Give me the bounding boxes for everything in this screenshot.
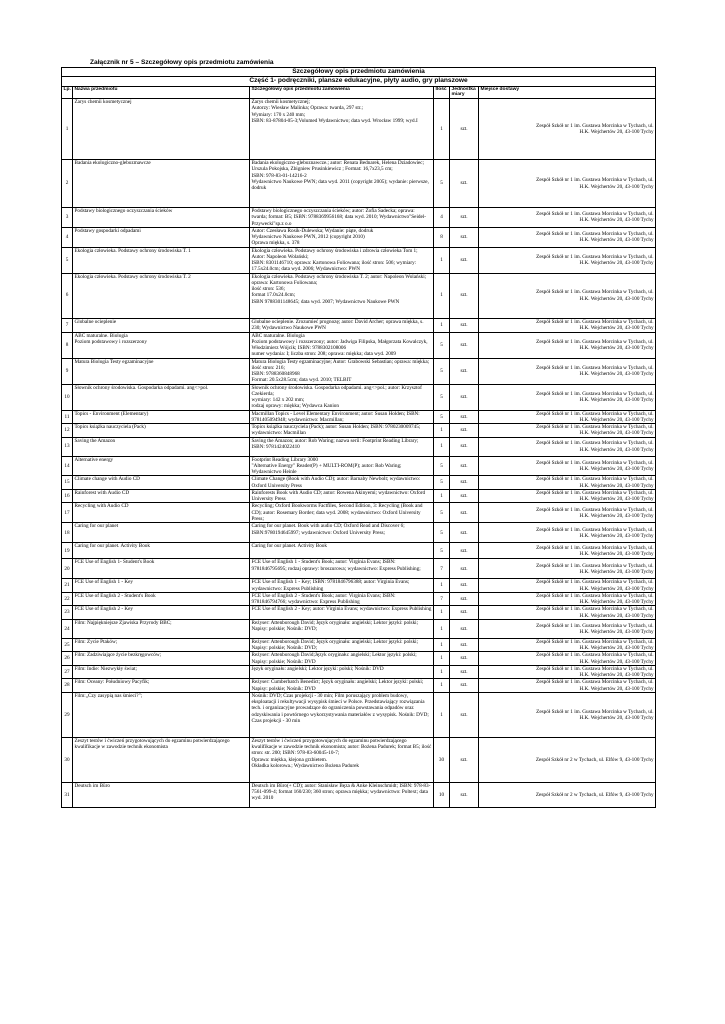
row-description: Ekologia człowieka. Podstawy ochrony środowiska i zdrowia człowieka Tom 1; Autor: Napoleon Wolański; ISBN: 8301146710; oprawa: Kartonowa Foliowana; ilość stron: 506; wymiary: 17.5x24.0cm; data wyd. 2006; Wydawnictwo: PWN: [250, 247, 434, 273]
row-item-name: Film: Oceany: Południowy Pacyfik;: [73, 679, 250, 693]
row-description: Macmillan Topics - Level Elementary Environment; autor: Susan Holden; ISBN: 9781405094948; wydawnictwo: Macmillan;: [250, 410, 434, 424]
attachment-caption: Załącznik nr 5 – Szczegółowy opis przedmiotu zamówienia: [90, 59, 274, 66]
row-delivery-place: Zespół Szkół nr 1 im. Gustawa Morcinka w Tychach, ul. H.K. Wejchertów 20, 43-100 Tychy: [479, 384, 656, 410]
row-quantity: 1: [434, 606, 450, 620]
table-row: [62, 227, 656, 247]
row-lp: 10: [62, 384, 73, 410]
row-delivery-place: Zespół Szkół nr 2 w Tychach, ul. Elfów 9, 43-100 Tychy: [479, 737, 656, 782]
row-item-name: Deutsch im Büro: [73, 782, 250, 807]
row-description: Footprint Reading Library 3000 "Alternative Energy" Reader(P) + MULTI-ROM(P); autor: Rob Waring; Wydawnictwo Heinle: [250, 456, 434, 476]
header-quantity: Ilość: [434, 86, 450, 98]
row-item-name: ABC maturalne. Biologia Poziom podstawowy i rozszerzony: [73, 332, 250, 358]
row-lp: 20: [62, 559, 73, 579]
row-unit: szt.: [450, 476, 479, 490]
row-lp: 30: [62, 737, 73, 782]
row-lp: 27: [62, 665, 73, 679]
row-unit: szt.: [450, 579, 479, 593]
row-description: Recycling; Oxford Bookworms Factfiles, Second Edition, 3: Recycling (Book and CD); autor: Rosemary Border; data wyd. 2008; wydawnictwo: Oxford University Press;: [250, 503, 434, 523]
row-item-name: Rainforest with Audio CD: [73, 489, 250, 503]
row-description: Reżyser: Attenborough David; Język oryginału: angielski; Lektor języki: polski; Napisy: polskie; Nośnik: DVD;: [250, 619, 434, 638]
row-unit: szt.: [450, 737, 479, 782]
row-item-name: Film: Zadziwiające życie bezkręgowców;: [73, 652, 250, 666]
row-quantity: 5: [434, 523, 450, 543]
row-unit: szt.: [450, 227, 479, 247]
table-row: [62, 424, 656, 438]
row-delivery-place: Zespół Szkół nr 1 im. Gustawa Morcinka w Tychach, ul. H.K. Wejchertów 20, 43-100 Tychy: [479, 489, 656, 503]
row-delivery-place: Zespół Szkół nr 1 im. Gustawa Morcinka w Tychach, ul. H.K. Wejchertów 20, 43-100 Tychy: [479, 652, 656, 666]
row-description: Reżyser: Cumberbatch Benedict; Język oryginału: angielski; Lektor języki: polski; Napisy: polskie; Nośnik: DVD: [250, 679, 434, 693]
row-item-name: Caring for our planet: [73, 523, 250, 543]
row-description: Zarys chemii kosmetycznej; Autorzy: Wiesław Malinka; Oprawa: twarda, 297 str.; Wymiary: 170 x 240 mm; ISBN: 83-87804-05-3;Volumed Wydawnictwo; data wyd. Wrocław 1999; wyd.I: [250, 99, 434, 160]
row-quantity: 5: [434, 410, 450, 424]
row-quantity: 1: [434, 679, 450, 693]
row-delivery-place: Zespół Szkół nr 1 im. Gustawa Morcinka w Tychach, ul. H.K. Wejchertów 20, 43-100 Tychy: [479, 619, 656, 638]
row-unit: szt.: [450, 638, 479, 652]
table-row: [62, 437, 656, 456]
row-unit: szt.: [450, 437, 479, 456]
table-row: [62, 476, 656, 490]
row-unit: szt.: [450, 559, 479, 579]
table-row: [62, 638, 656, 652]
row-unit: szt.: [450, 99, 479, 160]
row-delivery-place: Zespół Szkół nr 1 im. Gustawa Morcinka w Tychach, ul. H.K. Wejchertów 20, 43-100 Tychy: [479, 606, 656, 620]
row-lp: 23: [62, 606, 73, 620]
row-description: Topics książka nauczyciela (Pack); autor: Susan Holden; ISBN: 9780230009745; wydawnictwo: Macmillan: [250, 424, 434, 438]
row-unit: szt.: [450, 358, 479, 384]
row-lp: 17: [62, 503, 73, 523]
table-row: [62, 523, 656, 543]
row-item-name: Ekologia człowieka. Podstawy ochrony środowiska T. 2: [73, 273, 250, 318]
row-unit: szt.: [450, 619, 479, 638]
row-delivery-place: Zespół Szkół nr 1 im. Gustawa Morcinka w Tychach, ul. H.K. Wejchertów 20, 43-100 Tychy: [479, 665, 656, 679]
row-lp: 12: [62, 424, 73, 438]
row-item-name: Film: Życie Ptaków;: [73, 638, 250, 652]
row-lp: 21: [62, 579, 73, 593]
row-item-name: FCE Use of English 2 - Student's Book: [73, 592, 250, 606]
row-lp: 14: [62, 456, 73, 476]
row-description: Badania ekologiczno-gleboznawcze.; autor: Renata Bednarek, Helena Dziadowiec; Urszula Pokojska, Zbigniew Prusinkiewicz ; Format: 16,7x23,5 cm; ISBN: 978-83-01-14216-2 Wydawnictwo Naukowe PWN; data wyd. 2011 (copyright 2005); wydanie: pierwsze, dodruk: [250, 160, 434, 208]
row-item-name: Zeszyt testów i ćwiczeń przygotowujących do egzaminu potwierdzającego kwalifikacje w zawodzie technik ekonomista: [73, 737, 250, 782]
row-delivery-place: Zespół Szkół nr 1 im. Gustawa Morcinka w Tychach, ul. H.K. Wejchertów 20, 43-100 Tychy: [479, 543, 656, 559]
row-lp: 16: [62, 489, 73, 503]
row-quantity: 7: [434, 559, 450, 579]
row-item-name: Caring for our planet. Activity Book: [73, 543, 250, 559]
row-quantity: 5: [434, 160, 450, 208]
row-lp: 29: [62, 692, 73, 737]
table-row: [62, 679, 656, 693]
table-row: [62, 489, 656, 503]
row-lp: 6: [62, 273, 73, 318]
table-row: [62, 503, 656, 523]
row-delivery-place: Zespół Szkół nr 1 im. Gustawa Morcinka w Tychach, ul. H.K. Wejchertów 20, 43-100 Tychy: [479, 523, 656, 543]
row-quantity: 1: [434, 665, 450, 679]
row-quantity: 5: [434, 384, 450, 410]
row-description: Caring for our planet. Book with audio CD; Oxford Read and Discover 6; ISBN:9780194645997; wydawnictwo: Oxford University Press;: [250, 523, 434, 543]
row-lp: 31: [62, 782, 73, 807]
row-quantity: 1: [434, 652, 450, 666]
row-lp: 26: [62, 652, 73, 666]
row-item-name: Alternative energy: [73, 456, 250, 476]
row-unit: szt.: [450, 410, 479, 424]
row-lp: 28: [62, 679, 73, 693]
row-delivery-place: Zespół Szkół nr 1 im. Gustawa Morcinka w Tychach, ul. H.K. Wejchertów 20, 43-100 Tychy: [479, 410, 656, 424]
row-description: Reżyser: Attenborough David; Język oryginału: angielski; Lektor języki: polski; Napisy: polskie; Nośnik: DVD;: [250, 638, 434, 652]
row-quantity: 1: [434, 692, 450, 737]
row-description: Słownik ochrony środowiska. Gospodarka odpadami. ang<>pol.; autor: Krzysztof Czekierda; wymiary: 142 x 202 mm; rodzaj oprawy: miękka; Wydawca Kanion: [250, 384, 434, 410]
row-unit: szt.: [450, 424, 479, 438]
row-lp: 22: [62, 592, 73, 606]
row-unit: szt.: [450, 543, 479, 559]
row-unit: szt.: [450, 208, 479, 228]
table-row: [62, 318, 656, 332]
table-row: [62, 384, 656, 410]
row-item-name: Film: Najpiękniejsze Zjawiska Przyrody BBC;: [73, 619, 250, 638]
row-unit: szt.: [450, 456, 479, 476]
table-row: [62, 652, 656, 666]
row-lp: 11: [62, 410, 73, 424]
row-item-name: Saving the Amazon: [73, 437, 250, 456]
row-delivery-place: Zespół Szkół nr 1 im. Gustawa Morcinka w Tychach, ul. H.K. Wejchertów 20, 43-100 Tychy: [479, 358, 656, 384]
row-item-name: Topics - Environment (Elementary): [73, 410, 250, 424]
row-quantity: 10: [434, 782, 450, 807]
table-row: [62, 692, 656, 737]
row-lp: 25: [62, 638, 73, 652]
header-name: Nazwa przedmiotu: [73, 86, 250, 98]
row-description: Climate Change (Book with Audio CD); autor: Barnaby Newbolt; wydawnictwo: Oxford University Press: [250, 476, 434, 490]
row-quantity: 1: [434, 424, 450, 438]
row-item-name: Podstawy gospodarki odpadami: [73, 227, 250, 247]
row-quantity: 1: [434, 247, 450, 273]
row-quantity: 30: [434, 737, 450, 782]
row-description: Rainforests Book with Audio CD; autor: Rowena Akinyemi; wydawnictwo: Oxford University Press: [250, 489, 434, 503]
table-row: [62, 737, 656, 782]
row-unit: szt.: [450, 273, 479, 318]
row-unit: szt.: [450, 692, 479, 737]
row-description: Matura Biologia Testy egzaminacyjne; Autor: Grabowski Sebastian; oprawa: miękka; ilość stron: 216; ISBN: 9788360848968 Format: 20.5x28.5cm; data wyd. 2010; TELBIT: [250, 358, 434, 384]
row-description: Zeszyt testów i ćwiczeń przygotowujących do egzaminu potwierdzającego kwalifikacje w zawodzie technik ekonomista; autor: Bożena Padurek; format B5; ilość stron: str. 200; ISBN: 978-83-60045-10-7; Oprawa: miękka, klejona grzbietem. Okładka kolorowa.; Wydawnictwo Bożena Padurek: [250, 737, 434, 782]
table-row: [62, 247, 656, 273]
row-unit: szt.: [450, 318, 479, 332]
row-quantity: 1: [434, 638, 450, 652]
row-item-name: Globalne ocieplenie: [73, 318, 250, 332]
row-item-name: Badania ekologiczno-glebozmawcze: [73, 160, 250, 208]
row-description: FCE Use of English 1 - Key; ISBN: 9781846796388; autor: Virginia Evans; wydawnictwo: Express Publishing: [250, 579, 434, 593]
row-delivery-place: Zespół Szkół nr 1 im. Gustawa Morcinka w Tychach, ul. H.K. Wejchertów 20, 43-100 Tychy: [479, 318, 656, 332]
row-quantity: 1: [434, 437, 450, 456]
row-quantity: 7: [434, 592, 450, 606]
row-quantity: 5: [434, 332, 450, 358]
row-item-name: Topics książka nauczyciela (Pack): [73, 424, 250, 438]
header-description: Szczegółowy opis przedmiotu zamówienia: [250, 86, 434, 98]
row-lp: 15: [62, 476, 73, 490]
row-quantity: 5: [434, 503, 450, 523]
row-quantity: 5: [434, 476, 450, 490]
row-item-name: Podstawy biologicznego oczyszczania ścieków: [73, 208, 250, 228]
row-unit: szt.: [450, 489, 479, 503]
row-item-name: Matura Biologia Testy egzaminacyjne: [73, 358, 250, 384]
row-delivery-place: Zespół Szkół nr 1 im. Gustawa Morcinka w Tychach, ul. H.K. Wejchertów 20, 43-100 Tychy: [479, 160, 656, 208]
row-delivery-place: Zespół Szkół nr 1 im. Gustawa Morcinka w Tychach, ul. H.K. Wejchertów 20, 43-100 Tychy: [479, 559, 656, 579]
table-row: [62, 208, 656, 228]
row-unit: szt.: [450, 332, 479, 358]
row-delivery-place: Zespół Szkół nr 1 im. Gustawa Morcinka w Tychach, ul. H.K. Wejchertów 20, 43-100 Tychy: [479, 692, 656, 737]
row-lp: 3: [62, 208, 73, 228]
row-lp: 7: [62, 318, 73, 332]
row-delivery-place: Zespół Szkół nr 1 im. Gustawa Morcinka w Tychach, ul. H.K. Wejchertów 20, 43-100 Tychy: [479, 424, 656, 438]
row-delivery-place: Zespół Szkół nr 1 im. Gustawa Morcinka w Tychach, ul. H.K. Wejchertów 20, 43-100 Tychy: [479, 437, 656, 456]
row-lp: 1: [62, 99, 73, 160]
row-quantity: 1: [434, 273, 450, 318]
row-item-name: FCE Use of English 1- Student's Book: [73, 559, 250, 579]
row-lp: 4: [62, 227, 73, 247]
row-unit: szt.: [450, 503, 479, 523]
row-lp: 9: [62, 358, 73, 384]
specification-table: [61, 67, 656, 808]
row-delivery-place: Zespół Szkół nr 1 im. Gustawa Morcinka w Tychach, ul. H.K. Wejchertów 20, 43-100 Tychy: [479, 638, 656, 652]
row-quantity: 5: [434, 456, 450, 476]
row-quantity: 4: [434, 208, 450, 228]
row-unit: szt.: [450, 665, 479, 679]
row-lp: 5: [62, 247, 73, 273]
row-item-name: FCE Use of English 2 - Key: [73, 606, 250, 620]
table-row: [62, 606, 656, 620]
row-unit: szt.: [450, 782, 479, 807]
row-description: FCE Use of English 2 - Student's Book; autor: Virginia Evans; ISBN: 9781846794766; wydawnictwo: Express Publishing: [250, 592, 434, 606]
row-delivery-place: Zespół Szkół nr 1 im. Gustawa Morcinka w Tychach, ul. H.K. Wejchertów 20, 43-100 Tychy: [479, 679, 656, 693]
row-description: Saving the Amazon; autor: Rob Waring; nazwa serii: Footprint Reading Library; ISBN: 9781424022410: [250, 437, 434, 456]
row-description: Autor: Czesława Rosik-Dulewska; Wydanie: piąte, dodruk Wydawnictwo Naukowe PWN, 2012 (copyright 2010) Oprawa miękka, s. 378: [250, 227, 434, 247]
table-row: [62, 358, 656, 384]
row-quantity: 5: [434, 543, 450, 559]
row-lp: 19: [62, 543, 73, 559]
row-description: Reżyser: Attenborough David;Język oryginału: angielski; Lektor języki: polski; Napisy: polskie; Nośnik: DVD: [250, 652, 434, 666]
row-delivery-place: Zespół Szkół nr 1 im. Gustawa Morcinka w Tychach, ul. H.K. Wejchertów 20, 43-100 Tychy: [479, 227, 656, 247]
table-row: [62, 410, 656, 424]
table-row: [62, 456, 656, 476]
row-unit: szt.: [450, 160, 479, 208]
row-lp: 2: [62, 160, 73, 208]
row-description: FCE Use of English 1 - Student's Book; autor: Virginia Evans; ISBN: 9781846795695; rodzaj oprawy: broszurowa; wydawnictwo: Express Publishing;: [250, 559, 434, 579]
row-description: ABC maturalne. Biologia Poziom podstawowy i rozszerzony; autor: Jadwiga Filipska, Małgorzata Kowalczyk, Włodzimierz Wójcik; ISBN: 9788302108006 numer wydania: I; liczba stron: 208; oprawa: miękka; data wyd. 2009: [250, 332, 434, 358]
row-description: Ekologia człowieka. Podstawy ochrony środowiska T. 2; autor: Napoleon Wolański; oprawa: Kartonowa Foliowana; ilość stron: 536; format 17.0x24.0cm; ISBN 9788301148645; data wyd. 2007; Wydawnictwo Naukowe PWN: [250, 273, 434, 318]
row-quantity: 1: [434, 318, 450, 332]
row-description: Globalne ocieplenie. Zrozumieć prognozę; autor: David Archer; oprawa miękka, s. 230; Wydawnictwo Naukowe PWN: [250, 318, 434, 332]
row-item-name: Climate change with Audio CD: [73, 476, 250, 490]
row-lp: 13: [62, 437, 73, 456]
header-unit: Jednostka miary: [450, 86, 479, 98]
row-unit: szt.: [450, 384, 479, 410]
row-delivery-place: Zespół Szkół nr 1 im. Gustawa Morcinka w Tychach, ul. H.K. Wejchertów 20, 43-100 Tychy: [479, 476, 656, 490]
table-row: [62, 782, 656, 807]
row-unit: szt.: [450, 523, 479, 543]
row-delivery-place: Zespół Szkół nr 1 im. Gustawa Morcinka w Tychach, ul. H.K. Wejchertów 20, 43-100 Tychy: [479, 332, 656, 358]
table-row: [62, 665, 656, 679]
row-item-name: Film:„Czy zasypią nas śmieci?";: [73, 692, 250, 737]
table-row: [62, 543, 656, 559]
row-delivery-place: Zespół Szkół nr 1 im. Gustawa Morcinka w Tychach, ul. H.K. Wejchertów 20, 43-100 Tychy: [479, 456, 656, 476]
row-description: Podstawy biologicznego oczyszczania ścieków; autor: Zofia Sadecka; oprawa: twarda; format: B5; ISBN: 9788369956168; data wyd. 2010; Wydawnictwo"Seidel-Przywecki"sp.z o.o: [250, 208, 434, 228]
row-description: Deutsch im Büro(+ CD); autor: Stanisław Bęza & Anke Kleinschmidt; ISBN: 978-83-7561-099-4; format 160/230; 360 stron; oprawa miękka; wydawnictwo: Poltext; data wyd. 2010: [250, 782, 434, 807]
row-lp: 8: [62, 332, 73, 358]
row-delivery-place: Zespół Szkół nr 1 im. Gustawa Morcinka w Tychach, ul. H.K. Wejchertów 20, 43-100 Tychy: [479, 273, 656, 318]
row-quantity: 8: [434, 227, 450, 247]
row-unit: szt.: [450, 652, 479, 666]
row-unit: szt.: [450, 606, 479, 620]
row-lp: 18: [62, 523, 73, 543]
table-row: [62, 579, 656, 593]
row-description: Nośnik: DVD; Czas projekcji - 30 min; Film poruszający problem budowy, eksploatacji i rekultywacji wysypisk śmieci w Polsce. Przedstawiający rozwiązania tech. i organizacyjne prowadzące do ograniczenia powstawania odpadów oraz odzyskiwania i powtórnego wykorzystywania materiałów z wysypisk. Nośnik: DVD; Czas projekcji - 30 min: [250, 692, 434, 737]
row-delivery-place: Zespół Szkół nr 2 w Tychach, ul. Elfów 9, 43-100 Tychy: [479, 782, 656, 807]
row-item-name: FCE Use of English 1 - Key: [73, 579, 250, 593]
row-delivery-place: Zespół Szkół nr 1 im. Gustawa Morcinka w Tychach, ul. H.K. Wejchertów 20, 43-100 Tychy: [479, 592, 656, 606]
row-item-name: Ekologia człowieka. Podstawy ochrony środowiska T. 1: [73, 247, 250, 273]
row-item-name: Zarys chemii kosmetycznej: [73, 99, 250, 160]
row-quantity: 1: [434, 99, 450, 160]
row-delivery-place: Zespół Szkół nr 1 im. Gustawa Morcinka w Tychach, ul. H.K. Wejchertów 20, 43-100 Tychy: [479, 579, 656, 593]
table-row: [62, 592, 656, 606]
row-delivery-place: Zespół Szkół nr 1 im. Gustawa Morcinka w Tychach, ul. H.K. Wejchertów 20, 43-100 Tychy: [479, 208, 656, 228]
row-description: Caring for our planet. Activity Book: [250, 543, 434, 559]
section-title: Część 1- podręczniki, plansze edukacyjne, płyty audio, gry planszowe: [62, 77, 656, 86]
table-title: Szczegółowy opis przedmiotu zamówienia: [62, 68, 656, 77]
row-unit: szt.: [450, 679, 479, 693]
row-lp: 24: [62, 619, 73, 638]
row-unit: szt.: [450, 247, 479, 273]
header-lp: Lp.: [62, 86, 73, 98]
row-item-name: Słownik ochrony środowiska. Gospodarka odpadami. ang<>pol.: [73, 384, 250, 410]
row-description: FCE Use of English 2 - Key; autor: Virginia Evans; wydawnictwo: Express Publishing: [250, 606, 434, 620]
table-row: [62, 160, 656, 208]
row-quantity: 1: [434, 579, 450, 593]
row-item-name: Recycling with Audio CD: [73, 503, 250, 523]
row-quantity: 5: [434, 358, 450, 384]
row-delivery-place: Zespół Szkół nr 1 im. Gustawa Morcinka w Tychach, ul. H.K. Wejchertów 20, 43-100 Tychy: [479, 99, 656, 160]
header-delivery-place: Miejsce dostawy: [479, 86, 656, 98]
row-quantity: 1: [434, 619, 450, 638]
table-row: [62, 273, 656, 318]
row-item-name: Film: Indie: Niezwykły świat;: [73, 665, 250, 679]
table-row: [62, 559, 656, 579]
table-row: [62, 619, 656, 638]
row-delivery-place: Zespół Szkół nr 1 im. Gustawa Morcinka w Tychach, ul. H.K. Wejchertów 20, 43-100 Tychy: [479, 247, 656, 273]
table-row: [62, 99, 656, 160]
row-quantity: 1: [434, 489, 450, 503]
row-description: Język oryginału: angielski; Lektor języki: polski; Nośnik: DVD: [250, 665, 434, 679]
row-unit: szt.: [450, 592, 479, 606]
table-row: [62, 332, 656, 358]
row-delivery-place: Zespół Szkół nr 1 im. Gustawa Morcinka w Tychach, ul. H.K. Wejchertów 20, 43-100 Tychy: [479, 503, 656, 523]
